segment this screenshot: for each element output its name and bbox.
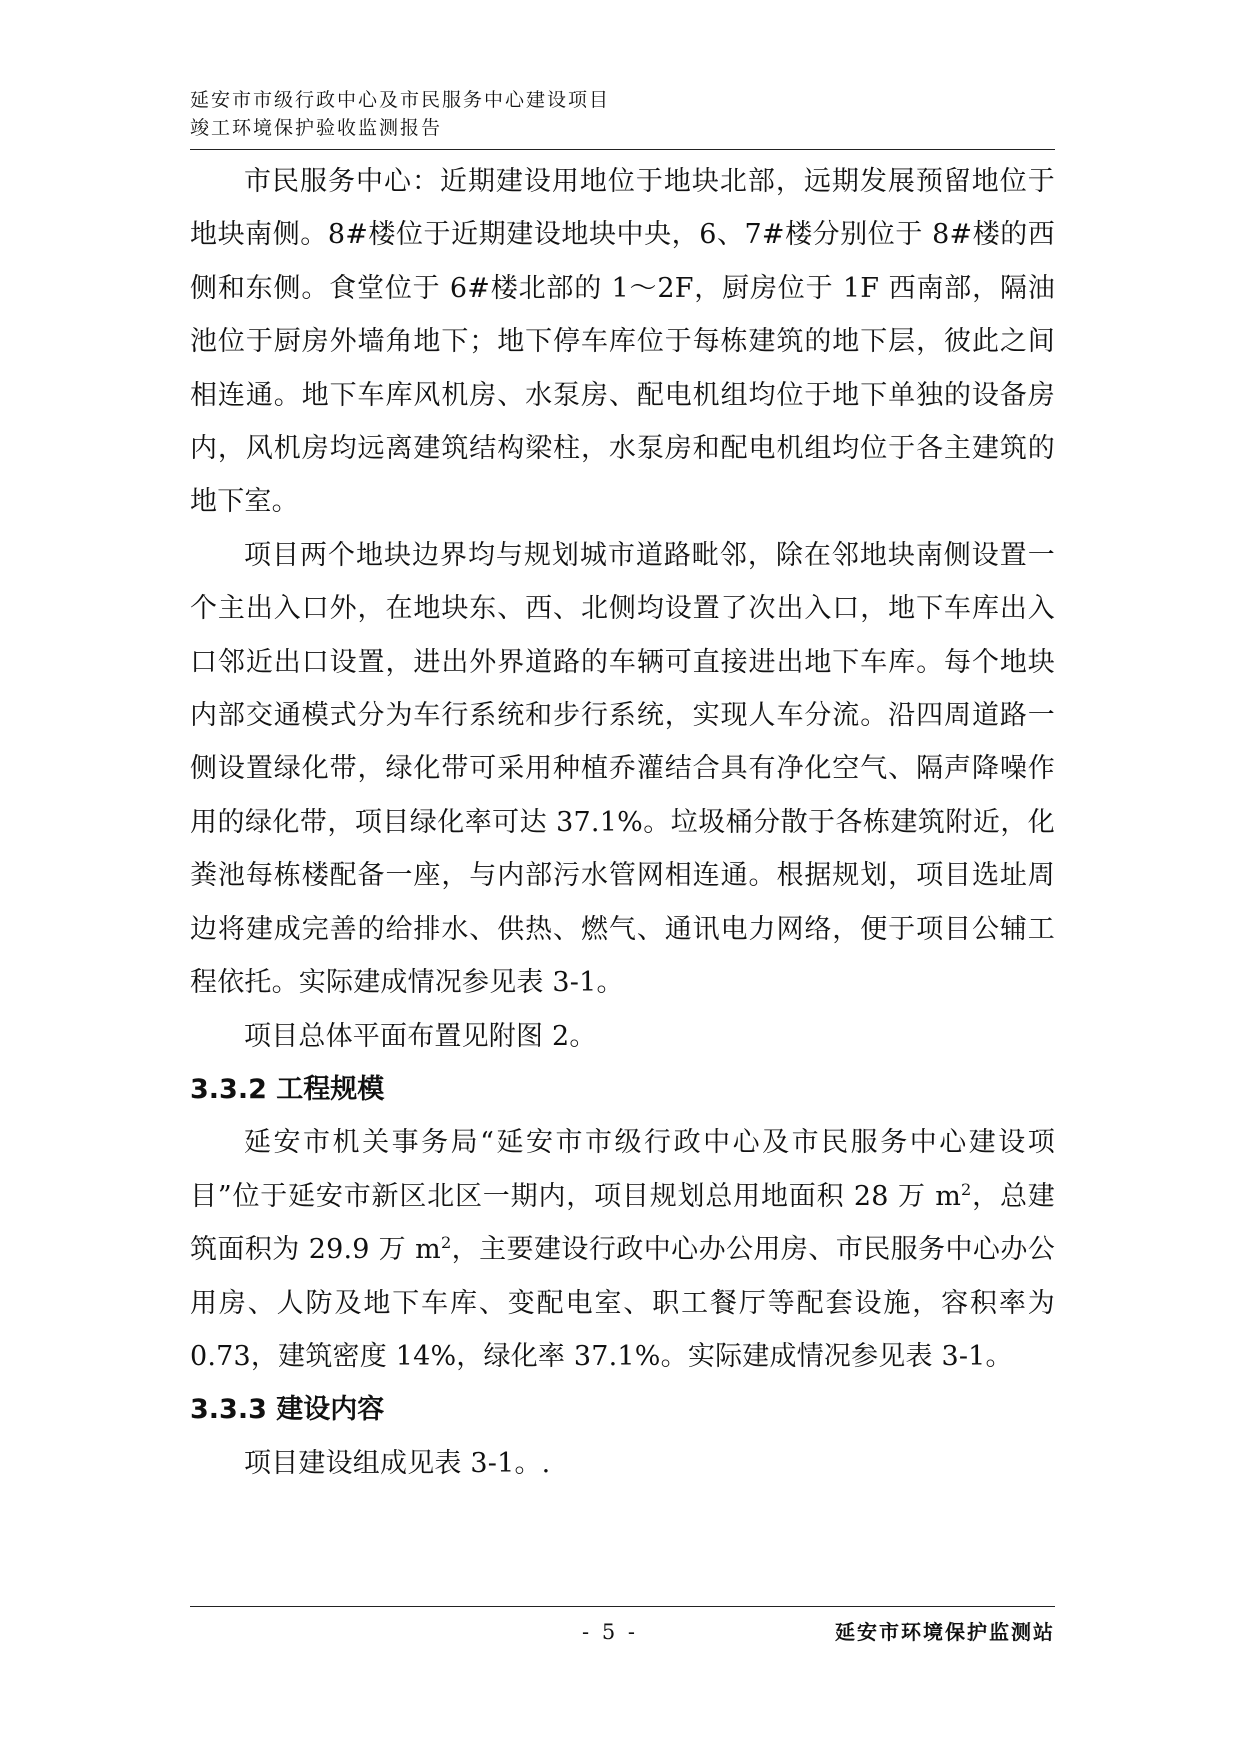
paragraph-project-scale	[190, 1116, 1055, 1383]
running-header	[190, 86, 1055, 142]
paragraph-civic-center-layout: 市民服务中心：近期建设用地位于地块北部，远期发展预留地位于地块南侧。8#楼位于近期建设地块中央，6、7#楼分别位于 8#楼的西侧和东侧。食堂位于 6#楼北部的 1～2F，厨房位于 1F 西南部，隔油池位于厨房外墙角地下；地下停车库位于每栋建筑的地下层，彼此之间相连通。地下车库风机房、水泵房、配电机组均位于地下单独的设备房内，风机房均远离建筑结构梁柱，水泵房和配电机组均位于各主建筑的地下室。	[190, 166, 1055, 518]
paragraph-general-layout-ref: 项目总体平面布置见附图 2。	[244, 1020, 597, 1052]
footer-organization: 延安市环境保护监测站	[835, 1620, 1055, 1644]
header-divider	[190, 149, 1055, 150]
page-body	[190, 155, 1055, 1490]
scale-text-part2: ，总建筑面积为 29.9 万 m	[190, 1180, 1055, 1266]
paragraph-site-access-and-greening: 项目两个地块边界均与规划城市道路毗邻，除在邻地块南侧设置一个主出入口外，在地块东、西、北侧均设置了次出入口，地下车库出入口邻近出口设置，进出外界道路的车辆可直接进出地下车库。每个地块内部交通模式分为车行系统和步行系统，实现人车分流。沿四周道路一侧设置绿化带，绿化带可采用种植乔灌结合具有净化空气、隔声降噪作用的绿化带，项目绿化率可达 37.1%。垃圾桶分散于各栋建筑附近，化粪池每栋楼配备一座，与内部污水管网相连通。根据规划，项目选址周边将建成完善的给排水、供热、燃气、通讯电力网络，便于项目公辅工程依托。实际建成情况参见表 3-1。	[190, 539, 1055, 999]
footer-divider	[190, 1606, 1055, 1607]
scale-text-part3: ，主要建设行政中心办公用房、市民服务中心办公用房、人防及地下车库、变配电室、职工餐厅等配套设施，容积率为 0.73，建筑密度 14%，绿化率 37.1%。实际建成情况参见表 3-1。	[190, 1234, 1055, 1372]
scale-text-part1: 延安市机关事务局“延安市市级行政中心及市民服务中心建设项目”位于延安市新区北区一期内，项目规划总用地面积 28 万 m	[190, 1127, 1055, 1212]
section-heading-construction-content: 3.3.3 建设内容	[190, 1394, 385, 1426]
scale-superscript-2: 2	[440, 1233, 452, 1253]
header-report-title: 竣工环境保护验收监测报告	[190, 117, 443, 139]
paragraph-construction-content: 项目建设组成见表 3-1。.	[244, 1447, 551, 1479]
header-project-title: 延安市市级行政中心及市民服务中心建设项目	[190, 89, 611, 111]
page-number: - 5 -	[582, 1620, 638, 1644]
section-heading-project-scale: 3.3.2 工程规模	[190, 1073, 385, 1105]
scale-superscript-1: 2	[961, 1179, 972, 1199]
